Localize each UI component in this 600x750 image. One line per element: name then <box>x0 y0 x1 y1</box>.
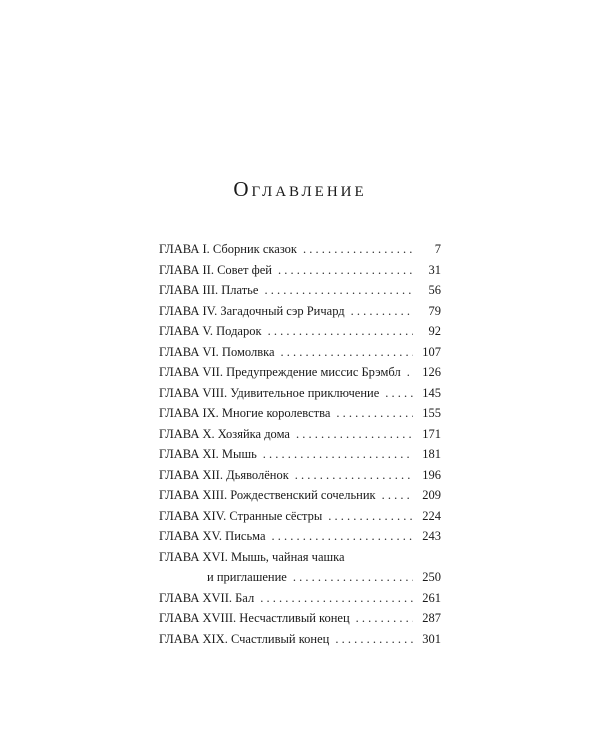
toc-dot-leader <box>293 567 413 588</box>
toc-entry-page: 301 <box>422 631 441 646</box>
toc-dot-leader <box>385 383 413 404</box>
toc-entry-page: 243 <box>422 529 441 543</box>
toc-entry-label: ГЛАВА XIX. Счастливый конец <box>159 631 330 646</box>
toc-entry-label: ГЛАВА V. Подарок <box>159 324 262 338</box>
toc-dot-leader <box>281 342 413 363</box>
toc-dot-leader <box>278 260 413 281</box>
toc-entry-label: ГЛАВА I. Сборник сказок <box>159 242 298 256</box>
toc-entry-label: ГЛАВА IV. Загадочный сэр Ричард <box>159 303 345 318</box>
toc-entry-label-continuation: и приглашение <box>207 570 287 584</box>
toc-dot-leader <box>336 403 413 424</box>
toc-entry-label: ГЛАВА VIII. Удивительное приключение <box>159 385 380 400</box>
toc-entry-page: 31 <box>428 262 441 277</box>
toc-dot-leader <box>407 362 413 383</box>
toc-list <box>159 239 441 649</box>
toc-dot-leader <box>356 608 413 629</box>
toc-entry <box>159 629 441 650</box>
toc-entry-label: ГЛАВА XIV. Странные сёстры <box>159 508 323 523</box>
toc-entry-label: ГЛАВА XVI. Мышь, чайная чашка <box>159 549 345 564</box>
toc-entry-label: ГЛАВА II. Совет фей <box>159 262 272 277</box>
toc-entry-page: 145 <box>422 385 441 400</box>
toc-entry <box>159 485 441 506</box>
toc-entry <box>159 383 441 404</box>
toc-dot-leader <box>335 629 413 650</box>
toc-entry <box>159 362 441 383</box>
toc-entry-page: 107 <box>422 344 441 359</box>
toc-entry <box>159 608 441 629</box>
toc-entry-label: ГЛАВА XIII. Рождественский сочельник <box>159 488 376 502</box>
toc-dot-leader <box>296 424 413 445</box>
toc-entry-label: ГЛАВА X. Хозяйка дома <box>159 426 290 441</box>
toc-entry-label: ГЛАВА VI. Помолвка <box>159 344 275 359</box>
toc-entry-label: ГЛАВА IX. Многие королевства <box>159 406 331 420</box>
toc-entry-page: 209 <box>422 488 441 502</box>
toc-entry-continuation <box>159 567 441 588</box>
toc-entry-page: 171 <box>422 426 441 441</box>
toc-entry <box>159 526 441 547</box>
toc-entry-page: 155 <box>422 406 441 420</box>
toc-entry <box>159 506 441 527</box>
toc-dot-leader <box>303 239 413 260</box>
toc-dot-leader <box>351 301 413 322</box>
toc-entry-page: 261 <box>422 590 441 605</box>
toc-dot-leader <box>263 444 413 465</box>
toc-title: Оглавление <box>233 177 367 201</box>
toc-entry <box>159 403 441 424</box>
toc-entry <box>159 321 441 342</box>
toc-dot-leader <box>264 280 413 301</box>
toc-entry-page: 224 <box>422 508 441 523</box>
toc-entry <box>159 260 441 281</box>
toc-dot-leader <box>260 588 413 609</box>
toc-entry-page: 126 <box>422 365 441 379</box>
toc-entry-label: ГЛАВА XV. Письма <box>159 529 266 543</box>
toc-dot-leader <box>272 526 413 547</box>
toc-entry-page: 181 <box>422 447 441 461</box>
toc-entry <box>159 301 441 322</box>
toc-entry-page: 92 <box>428 324 441 338</box>
toc-entry <box>159 342 441 363</box>
toc-entry-label: ГЛАВА XI. Мышь <box>159 447 257 461</box>
toc-dot-leader <box>382 485 413 506</box>
toc-entry-label: ГЛАВА VII. Предупреждение миссис Брэмбл <box>159 365 401 379</box>
toc-dot-leader <box>328 506 413 527</box>
toc-entry <box>159 239 441 260</box>
toc-entry <box>159 280 441 301</box>
toc-entry <box>159 444 441 465</box>
toc-entry-page: 7 <box>434 242 441 256</box>
toc-entry-page: 196 <box>422 467 441 482</box>
toc-entry <box>159 547 441 568</box>
toc-entry-page: 79 <box>428 303 441 318</box>
toc-entry-label: ГЛАВА XVII. Бал <box>159 590 255 605</box>
toc-entry-page: 56 <box>428 283 441 297</box>
toc-entry <box>159 588 441 609</box>
toc-entry-label: ГЛАВА III. Платье <box>159 283 259 297</box>
toc-entry-label: ГЛАВА XVIII. Несчастливый конец <box>159 611 350 625</box>
toc-dot-leader <box>295 465 413 486</box>
toc-entry <box>159 465 441 486</box>
toc-dot-leader <box>268 321 413 342</box>
toc-entry <box>159 424 441 445</box>
toc-entry-page: 250 <box>422 570 441 584</box>
toc-entry-label: ГЛАВА XII. Дьяволёнок <box>159 467 289 482</box>
toc-entry-page: 287 <box>422 611 441 625</box>
